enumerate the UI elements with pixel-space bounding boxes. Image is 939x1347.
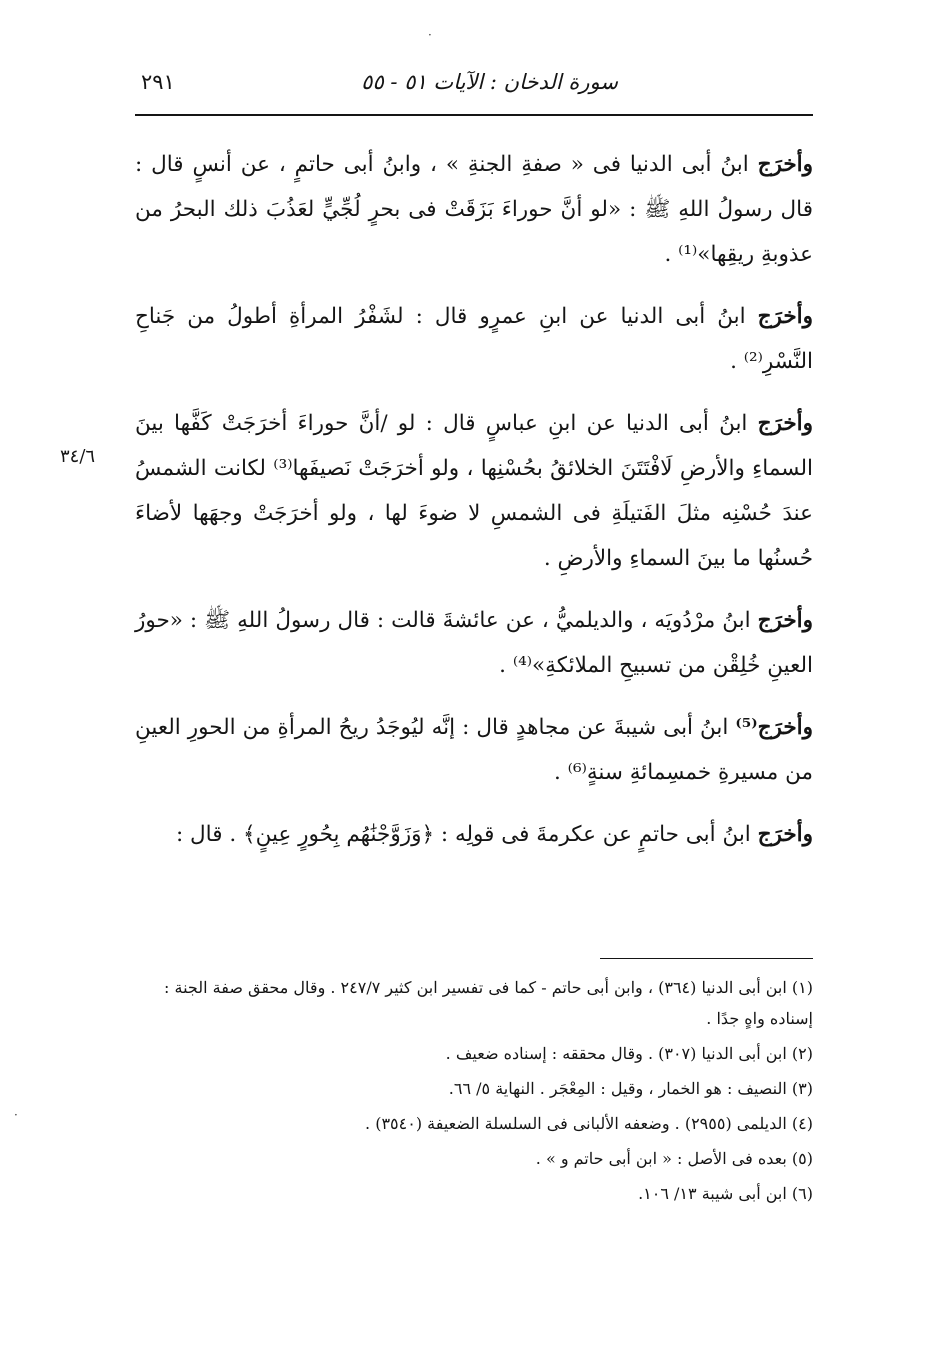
scan-speck: · [14, 1108, 18, 1122]
paragraph-text: ابنُ أبى الدنيا عن ابنِ عمرٍو قال : لشَفْرُ المرأةِ أطولُ من جَناحِ النَّسْرِ⁽²⁾ . [135, 304, 813, 374]
paragraph-text: ابنُ أبى شيبةَ عن مجاهدٍ قال : إنَّه ليُوجَدُ ريحُ المرأةِ من الحورِ العينِ من مسيرةِ خمسِمائةِ سنةٍ⁽⁶⁾ . [135, 715, 813, 785]
paragraph-lead-word: وأخرَج [757, 304, 813, 329]
surah-title: سورة الدخان : الآيات ٥١ - ٥٥ [361, 70, 618, 94]
paragraph-text: ابنُ أبى الدنيا فى « صفةِ الجنةِ » ، وابنُ أبى حاتمٍ ، عن أنسٍ قال : قال رسولُ اللهِ ﷺ : «لو أنَّ حوراءَ بَزَقَتْ فى بحرٍ لُجِّيٍّ لعَذُبَ ذلك البحرُ من عذوبةِ ريقِها»⁽¹⁾ . [135, 152, 813, 267]
paragraph-lead-word: وأخرَج [757, 822, 813, 847]
footnote: (٢) ابن أبى الدنيا (٣٠٧) . وقال محققه : إسناده ضعيف . [445, 1044, 813, 1063]
running-header [135, 58, 813, 106]
paragraph [135, 401, 813, 581]
footnote: (٦) ابن أبى شيبة ١٣/ ١٠٦. [638, 1184, 813, 1203]
paragraph [135, 812, 813, 857]
paragraph-text: ابنُ أبى حاتمٍ عن عكرمةَ فى قولِه : ﴿وَزَوَّجْنَٰهُم بِحُورٍ عِينٍ﴾ . قال : [175, 822, 758, 847]
paragraph-text: ابنُ مرْدُويَه ، والديلميُّ ، عن عائشةَ قالت : قال رسولُ اللهِ ﷺ : «حورُ العينِ خُلِقْن من تسبيحِ الملائكةِ»⁽⁴⁾ . [135, 608, 813, 678]
margin-reference: ٣٤/٦ [60, 446, 96, 467]
paragraph-lead-word: وأخرَج [757, 411, 813, 436]
paragraph [135, 598, 813, 688]
scan-speck: · [428, 28, 432, 42]
footnote: (٥) بعده فى الأصل : « ابن أبى حاتم و » . [535, 1149, 813, 1168]
paragraph-text: ابنُ أبى الدنيا عن ابنِ عباسٍ قال : لو /أنَّ حوراءَ أخرَجَتْ كَفَّها بينَ السماءِ والأرضِ لَافْتَتَنَ الخلائقُ بحُسْنِها ، ولو أخرَجَتْ نَصيفَها⁽³⁾ لكانت الشمسُ عندَ حُسْنِه مثلَ الفَتيلَةِ فى الشمسِ لا ضوءَ لها ، ولو أخرَجَتْ وجهَها لأضاءَ حُسنُها ما بينَ السماءِ والأرضِ . [135, 411, 813, 571]
main-text [135, 142, 813, 874]
footnotes [135, 972, 813, 1213]
paragraph [135, 294, 813, 384]
footnote-separator [600, 958, 813, 959]
header-rule [135, 114, 813, 116]
paragraph [135, 705, 813, 795]
footnote: (٣) النصيف : هو الخمار ، وقيل : المِعْجَر . النهاية ٥/ ٦٦. [448, 1079, 813, 1098]
paragraph-lead-word: وأخرَج [757, 152, 813, 177]
paragraph [135, 142, 813, 277]
footnote: (٤) الديلمى (٢٩٥٥) . وضعفه الألبانى فى السلسلة الضعيفة (٣٥٤٠) . [365, 1114, 813, 1133]
paragraph-lead-word: وأخرَج [757, 608, 813, 633]
paragraph-lead-word: وأخرَج⁽⁵⁾ [735, 715, 813, 740]
page-number: ٢٩١ [141, 70, 175, 94]
footnote: (١) ابن أبى الدنيا (٣٦٤) ، وابن أبى حاتم - كما فى تفسير ابن كثير ٢٤٧/٧ . وقال محقق صفة الجنة : إسناده واهٍ جدًا . [164, 978, 813, 1028]
